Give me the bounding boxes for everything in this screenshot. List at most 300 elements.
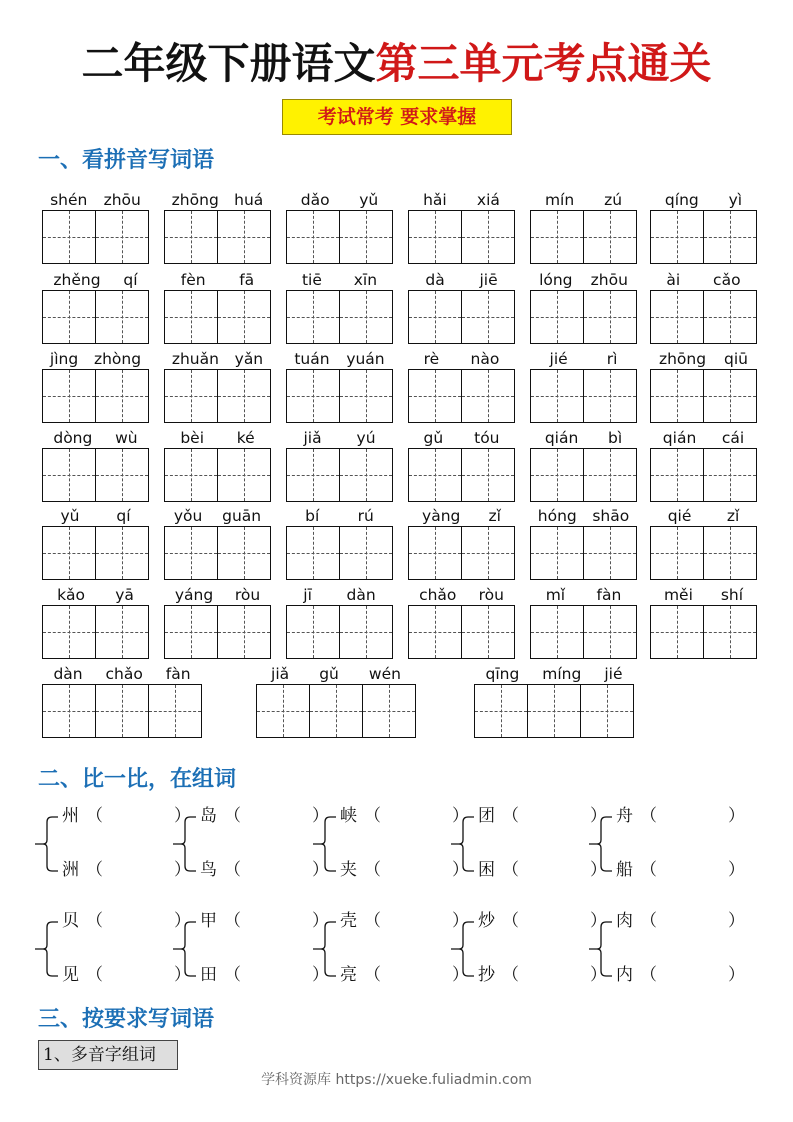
pinyin-syllable: zhōu bbox=[103, 191, 141, 209]
pinyin-syllable: hóng bbox=[537, 507, 577, 525]
writing-cell[interactable] bbox=[461, 290, 515, 344]
writing-cell[interactable] bbox=[95, 448, 149, 502]
pinyin-syllable: zǐ bbox=[488, 507, 501, 525]
pinyin-syllable: gǔ bbox=[319, 665, 339, 683]
pinyin-syllable: ké bbox=[236, 429, 255, 447]
compare-group bbox=[34, 908, 191, 992]
close-paren: ） bbox=[452, 965, 469, 985]
writing-cell[interactable] bbox=[164, 605, 218, 659]
pinyin-syllable: huá bbox=[234, 191, 264, 209]
writing-cell[interactable] bbox=[530, 210, 584, 264]
compare-group bbox=[450, 908, 607, 992]
writing-cell[interactable] bbox=[461, 210, 515, 264]
pinyin-syllable: bèi bbox=[180, 429, 205, 447]
pinyin-label bbox=[164, 349, 271, 369]
writing-cell[interactable] bbox=[339, 605, 393, 659]
writing-cell[interactable] bbox=[583, 605, 637, 659]
page-title bbox=[0, 36, 793, 92]
writing-cell[interactable] bbox=[408, 290, 462, 344]
writing-grid bbox=[42, 526, 149, 580]
writing-grid bbox=[408, 605, 515, 659]
writing-cell[interactable] bbox=[530, 526, 584, 580]
writing-grid bbox=[530, 605, 637, 659]
brace-icon bbox=[34, 811, 62, 877]
pinyin-label bbox=[650, 428, 757, 448]
writing-grid bbox=[408, 290, 515, 344]
pinyin-label bbox=[408, 585, 515, 605]
writing-cell[interactable] bbox=[703, 210, 757, 264]
writing-cell[interactable] bbox=[408, 210, 462, 264]
writing-grid bbox=[408, 210, 515, 264]
writing-cell[interactable] bbox=[286, 605, 340, 659]
pinyin-syllable: qīng bbox=[485, 665, 520, 683]
writing-cell[interactable] bbox=[461, 448, 515, 502]
brace-icon bbox=[172, 811, 200, 877]
compare-char: 甲 bbox=[200, 911, 217, 931]
pinyin-label bbox=[42, 585, 149, 605]
pinyin-syllable: qiū bbox=[724, 350, 749, 368]
compare-char: 鸟 bbox=[200, 860, 217, 880]
compare-char: 团 bbox=[478, 806, 495, 826]
pinyin-label bbox=[408, 428, 515, 448]
writing-cell[interactable] bbox=[42, 290, 96, 344]
title-grade: 二年级下册语文 bbox=[81, 39, 376, 88]
writing-cell[interactable] bbox=[339, 290, 393, 344]
brace-icon bbox=[588, 811, 616, 877]
compare-item bbox=[616, 964, 745, 986]
answer-blank[interactable]: （ bbox=[224, 911, 241, 931]
compare-group bbox=[588, 803, 745, 887]
writing-grid bbox=[164, 605, 271, 659]
pinyin-label bbox=[530, 190, 637, 210]
compare-char: 舟 bbox=[616, 806, 633, 826]
pinyin-syllable: qí bbox=[123, 271, 138, 289]
answer-blank[interactable]: （ bbox=[640, 860, 657, 880]
close-paren: ） bbox=[312, 965, 329, 985]
pinyin-label bbox=[164, 428, 271, 448]
pinyin-syllable: mín bbox=[544, 191, 575, 209]
answer-blank[interactable]: （ bbox=[502, 860, 519, 880]
compare-char: 田 bbox=[200, 965, 217, 985]
answer-blank[interactable]: （ bbox=[502, 806, 519, 826]
pinyin-label bbox=[286, 190, 393, 210]
writing-cell[interactable] bbox=[530, 369, 584, 423]
writing-cell[interactable] bbox=[650, 526, 704, 580]
close-paren: ） bbox=[590, 911, 607, 931]
pinyin-syllable: xiá bbox=[476, 191, 500, 209]
pinyin-syllable: yàng bbox=[422, 507, 461, 525]
compare-char: 抄 bbox=[478, 965, 495, 985]
writing-cell[interactable] bbox=[530, 290, 584, 344]
pinyin-syllable: fèn bbox=[180, 271, 206, 289]
pinyin-label bbox=[530, 585, 637, 605]
compare-group bbox=[172, 908, 329, 992]
writing-cell[interactable] bbox=[217, 369, 271, 423]
writing-grid bbox=[42, 448, 149, 502]
writing-cell[interactable] bbox=[461, 526, 515, 580]
writing-cell[interactable] bbox=[362, 684, 416, 738]
compare-item bbox=[200, 805, 329, 827]
exam-tag: 考试常考 要求掌握 bbox=[282, 99, 512, 135]
pinyin-syllable: dàn bbox=[346, 586, 376, 604]
writing-grid bbox=[650, 369, 757, 423]
writing-grid bbox=[408, 448, 515, 502]
writing-cell[interactable] bbox=[703, 448, 757, 502]
compare-char: 肉 bbox=[616, 911, 633, 931]
pinyin-syllable: jī bbox=[303, 586, 312, 604]
pinyin-syllable: zǐ bbox=[726, 507, 740, 525]
brace-icon bbox=[450, 916, 478, 982]
compare-char: 岛 bbox=[200, 806, 217, 826]
pinyin-syllable: gǔ bbox=[423, 429, 444, 447]
pinyin-syllable: yì bbox=[728, 191, 743, 209]
answer-blank[interactable]: （ bbox=[640, 965, 657, 985]
writing-grid bbox=[530, 210, 637, 264]
pinyin-syllable: tuán bbox=[294, 350, 330, 368]
close-paren: ） bbox=[312, 860, 329, 880]
writing-cell[interactable] bbox=[42, 210, 96, 264]
writing-grid bbox=[164, 210, 271, 264]
writing-cell[interactable] bbox=[95, 290, 149, 344]
answer-blank[interactable]: （ bbox=[502, 965, 519, 985]
pinyin-syllable: jiǎ bbox=[303, 429, 322, 447]
writing-cell[interactable] bbox=[164, 210, 218, 264]
writing-grid bbox=[164, 369, 271, 423]
writing-cell[interactable] bbox=[95, 369, 149, 423]
writing-grid bbox=[286, 369, 393, 423]
pinyin-syllable: cǎo bbox=[713, 271, 741, 289]
writing-cell[interactable] bbox=[703, 369, 757, 423]
compare-group bbox=[312, 803, 469, 887]
answer-blank[interactable]: （ bbox=[224, 965, 241, 985]
answer-blank[interactable]: （ bbox=[640, 911, 657, 931]
pinyin-syllable: fàn bbox=[596, 586, 622, 604]
pinyin-syllable: yā bbox=[115, 586, 134, 604]
answer-blank[interactable]: （ bbox=[364, 860, 381, 880]
pinyin-label bbox=[408, 506, 515, 526]
compare-char: 内 bbox=[616, 965, 633, 985]
writing-cell[interactable] bbox=[703, 605, 757, 659]
section3-title: 三、按要求写词语 bbox=[38, 1006, 215, 1032]
pinyin-label bbox=[650, 349, 757, 369]
writing-cell[interactable] bbox=[95, 526, 149, 580]
writing-cell[interactable] bbox=[95, 684, 149, 738]
answer-blank[interactable]: （ bbox=[86, 911, 103, 931]
pinyin-syllable: fàn bbox=[165, 665, 191, 683]
pinyin-syllable: qián bbox=[544, 429, 579, 447]
writing-cell[interactable] bbox=[530, 605, 584, 659]
answer-blank[interactable]: （ bbox=[640, 806, 657, 826]
compare-char: 夹 bbox=[340, 860, 357, 880]
writing-cell[interactable] bbox=[286, 526, 340, 580]
writing-grid bbox=[42, 210, 149, 264]
pinyin-syllable: guān bbox=[222, 507, 262, 525]
pinyin-syllable: shāo bbox=[592, 507, 630, 525]
writing-cell[interactable] bbox=[530, 448, 584, 502]
writing-grid bbox=[286, 526, 393, 580]
pinyin-label bbox=[530, 349, 637, 369]
compare-char: 困 bbox=[478, 860, 495, 880]
footer-source: 学科资源库 https://xueke.fuliadmin.com bbox=[261, 1072, 532, 1088]
pinyin-label bbox=[650, 270, 757, 290]
writing-cell[interactable] bbox=[650, 369, 704, 423]
pinyin-label bbox=[42, 190, 149, 210]
pinyin-label bbox=[530, 506, 637, 526]
writing-cell[interactable] bbox=[461, 605, 515, 659]
writing-cell[interactable] bbox=[703, 290, 757, 344]
writing-cell[interactable] bbox=[42, 684, 96, 738]
answer-blank[interactable]: （ bbox=[224, 860, 241, 880]
writing-cell[interactable] bbox=[95, 605, 149, 659]
pinyin-syllable: yuán bbox=[346, 350, 385, 368]
pinyin-label bbox=[286, 349, 393, 369]
pinyin-syllable: ròu bbox=[234, 586, 261, 604]
pinyin-syllable: chǎo bbox=[419, 586, 457, 604]
close-paren: ） bbox=[174, 860, 191, 880]
compare-char: 炒 bbox=[478, 911, 495, 931]
pinyin-label bbox=[530, 270, 637, 290]
pinyin-syllable: qí bbox=[116, 507, 131, 525]
writing-cell[interactable] bbox=[286, 448, 340, 502]
pinyin-syllable: wù bbox=[115, 429, 138, 447]
brace-icon bbox=[172, 916, 200, 982]
brace-icon bbox=[34, 916, 62, 982]
close-paren: ） bbox=[590, 965, 607, 985]
compare-item bbox=[200, 964, 329, 986]
writing-cell[interactable] bbox=[217, 605, 271, 659]
writing-cell[interactable] bbox=[583, 526, 637, 580]
pinyin-label bbox=[42, 349, 149, 369]
writing-cell[interactable] bbox=[461, 369, 515, 423]
writing-grid bbox=[164, 448, 271, 502]
pinyin-syllable: jiē bbox=[479, 271, 498, 289]
pinyin-syllable: yǔ bbox=[60, 507, 80, 525]
writing-cell[interactable] bbox=[42, 605, 96, 659]
compare-item bbox=[616, 859, 745, 881]
pinyin-syllable: zhōu bbox=[590, 271, 628, 289]
writing-grid bbox=[42, 290, 149, 344]
writing-grid bbox=[650, 605, 757, 659]
writing-grid bbox=[408, 369, 515, 423]
pinyin-syllable: qián bbox=[662, 429, 697, 447]
writing-cell[interactable] bbox=[650, 448, 704, 502]
writing-cell[interactable] bbox=[408, 448, 462, 502]
writing-cell[interactable] bbox=[580, 684, 634, 738]
pinyin-syllable: qíng bbox=[664, 191, 699, 209]
writing-cell[interactable] bbox=[339, 448, 393, 502]
close-paren: ） bbox=[728, 965, 745, 985]
compare-char: 船 bbox=[616, 860, 633, 880]
pinyin-label bbox=[408, 270, 515, 290]
pinyin-label bbox=[164, 585, 271, 605]
writing-cell[interactable] bbox=[583, 448, 637, 502]
pinyin-label bbox=[650, 190, 757, 210]
writing-cell[interactable] bbox=[474, 684, 528, 738]
compare-item bbox=[616, 805, 745, 827]
writing-grid bbox=[164, 290, 271, 344]
pinyin-syllable: yú bbox=[356, 429, 376, 447]
pinyin-syllable: yǒu bbox=[173, 507, 203, 525]
pinyin-syllable: zú bbox=[604, 191, 623, 209]
pinyin-syllable: yǔ bbox=[359, 191, 379, 209]
writing-cell[interactable] bbox=[650, 210, 704, 264]
pinyin-syllable: zhěng bbox=[53, 271, 101, 289]
writing-cell[interactable] bbox=[42, 526, 96, 580]
compare-char: 洲 bbox=[62, 860, 79, 880]
pinyin-syllable: hǎi bbox=[423, 191, 447, 209]
pinyin-syllable: jiǎ bbox=[271, 665, 290, 683]
writing-cell[interactable] bbox=[256, 684, 310, 738]
writing-cell[interactable] bbox=[286, 210, 340, 264]
pinyin-syllable: kǎo bbox=[57, 586, 86, 604]
pinyin-syllable: ròu bbox=[478, 586, 504, 604]
answer-blank[interactable]: （ bbox=[86, 860, 103, 880]
pinyin-label bbox=[408, 190, 515, 210]
pinyin-syllable: míng bbox=[542, 665, 582, 683]
pinyin-label bbox=[286, 585, 393, 605]
writing-cell[interactable] bbox=[650, 290, 704, 344]
brace-icon bbox=[312, 916, 340, 982]
close-paren: ） bbox=[452, 860, 469, 880]
pinyin-syllable: tóu bbox=[474, 429, 500, 447]
pinyin-syllable: jié bbox=[549, 350, 568, 368]
writing-cell[interactable] bbox=[339, 210, 393, 264]
close-paren: ） bbox=[590, 860, 607, 880]
writing-grid bbox=[286, 605, 393, 659]
writing-cell[interactable] bbox=[164, 290, 218, 344]
pinyin-label bbox=[650, 506, 757, 526]
pinyin-syllable: xīn bbox=[353, 271, 378, 289]
writing-grid bbox=[530, 369, 637, 423]
compare-char: 州 bbox=[62, 806, 79, 826]
compare-char: 见 bbox=[62, 965, 79, 985]
pinyin-label bbox=[42, 506, 149, 526]
pinyin-syllable: chǎo bbox=[105, 665, 143, 683]
compare-item bbox=[200, 910, 329, 932]
close-paren: ） bbox=[174, 806, 191, 826]
pinyin-label bbox=[286, 428, 393, 448]
writing-grid bbox=[286, 210, 393, 264]
writing-cell[interactable] bbox=[217, 210, 271, 264]
subsection-label: 1、多音字组词 bbox=[38, 1040, 178, 1070]
writing-grid bbox=[530, 526, 637, 580]
answer-blank[interactable]: （ bbox=[86, 806, 103, 826]
writing-cell[interactable] bbox=[217, 290, 271, 344]
compare-group bbox=[312, 908, 469, 992]
section1-title: 一、看拼音写词语 bbox=[38, 147, 215, 173]
answer-blank[interactable]: （ bbox=[364, 806, 381, 826]
writing-cell[interactable] bbox=[583, 210, 637, 264]
writing-cell[interactable] bbox=[217, 526, 271, 580]
writing-cell[interactable] bbox=[583, 369, 637, 423]
pinyin-syllable: zhuǎn bbox=[171, 350, 219, 368]
writing-grid bbox=[286, 290, 393, 344]
writing-grid bbox=[650, 448, 757, 502]
compare-item bbox=[616, 910, 745, 932]
writing-cell[interactable] bbox=[408, 526, 462, 580]
pinyin-syllable: bì bbox=[608, 429, 623, 447]
writing-cell[interactable] bbox=[527, 684, 581, 738]
writing-grid bbox=[650, 290, 757, 344]
writing-cell[interactable] bbox=[164, 448, 218, 502]
writing-cell[interactable] bbox=[583, 290, 637, 344]
writing-cell[interactable] bbox=[164, 526, 218, 580]
close-paren: ） bbox=[312, 806, 329, 826]
compare-group bbox=[172, 803, 329, 887]
pinyin-label bbox=[474, 664, 634, 684]
pinyin-syllable: bí bbox=[305, 507, 320, 525]
pinyin-syllable: zhōng bbox=[658, 350, 707, 368]
writing-cell[interactable] bbox=[309, 684, 363, 738]
pinyin-syllable: rì bbox=[606, 350, 618, 368]
pinyin-syllable: zhōng bbox=[171, 191, 219, 209]
writing-cell[interactable] bbox=[148, 684, 202, 738]
writing-cell[interactable] bbox=[408, 369, 462, 423]
writing-cell[interactable] bbox=[164, 369, 218, 423]
answer-blank[interactable]: （ bbox=[364, 911, 381, 931]
writing-grid bbox=[42, 684, 202, 738]
pinyin-label bbox=[530, 428, 637, 448]
writing-cell[interactable] bbox=[42, 448, 96, 502]
writing-cell[interactable] bbox=[95, 210, 149, 264]
writing-cell[interactable] bbox=[217, 448, 271, 502]
writing-grid bbox=[650, 210, 757, 264]
pinyin-syllable: zhòng bbox=[93, 350, 142, 368]
pinyin-syllable: yáng bbox=[174, 586, 214, 604]
pinyin-syllable: ài bbox=[666, 271, 681, 289]
writing-grid bbox=[164, 526, 271, 580]
writing-cell[interactable] bbox=[339, 526, 393, 580]
pinyin-syllable: yǎn bbox=[234, 350, 264, 368]
compare-char: 峡 bbox=[340, 806, 357, 826]
writing-cell[interactable] bbox=[703, 526, 757, 580]
answer-blank[interactable]: （ bbox=[502, 911, 519, 931]
close-paren: ） bbox=[728, 860, 745, 880]
pinyin-syllable: dǎo bbox=[300, 191, 330, 209]
pinyin-label bbox=[650, 585, 757, 605]
writing-cell[interactable] bbox=[286, 290, 340, 344]
pinyin-label bbox=[42, 270, 149, 290]
writing-cell[interactable] bbox=[650, 605, 704, 659]
pinyin-syllable: měi bbox=[663, 586, 693, 604]
pinyin-syllable: cái bbox=[721, 429, 745, 447]
writing-cell[interactable] bbox=[408, 605, 462, 659]
close-paren: ） bbox=[452, 806, 469, 826]
writing-grid bbox=[286, 448, 393, 502]
writing-grid bbox=[530, 448, 637, 502]
writing-cell[interactable] bbox=[42, 369, 96, 423]
answer-blank[interactable]: （ bbox=[86, 965, 103, 985]
writing-cell[interactable] bbox=[286, 369, 340, 423]
pinyin-syllable: jié bbox=[604, 665, 623, 683]
close-paren: ） bbox=[452, 911, 469, 931]
answer-blank[interactable]: （ bbox=[364, 965, 381, 985]
answer-blank[interactable]: （ bbox=[224, 806, 241, 826]
pinyin-label bbox=[286, 270, 393, 290]
brace-icon bbox=[450, 811, 478, 877]
pinyin-syllable: rú bbox=[357, 507, 374, 525]
pinyin-syllable: dà bbox=[425, 271, 445, 289]
compare-group bbox=[588, 908, 745, 992]
pinyin-syllable: wén bbox=[368, 665, 401, 683]
writing-cell[interactable] bbox=[339, 369, 393, 423]
pinyin-syllable: fā bbox=[239, 271, 255, 289]
section2-title: 二、比一比，在组词 bbox=[38, 766, 237, 792]
pinyin-label bbox=[164, 506, 271, 526]
writing-grid bbox=[256, 684, 416, 738]
writing-grid bbox=[42, 605, 149, 659]
pinyin-label bbox=[286, 506, 393, 526]
